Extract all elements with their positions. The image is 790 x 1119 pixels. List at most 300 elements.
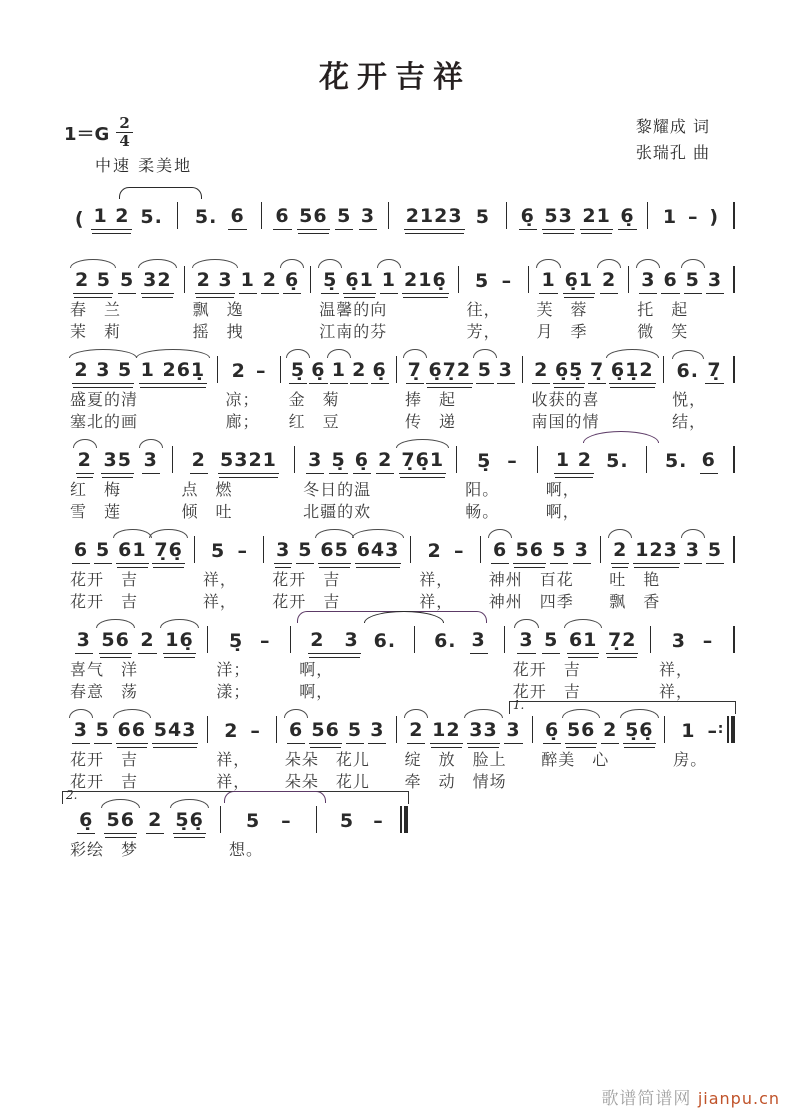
note-group: – xyxy=(260,630,271,652)
note-group: 5̣ xyxy=(477,450,492,472)
meter-bottom: 4 xyxy=(119,132,130,150)
note-group: 2 xyxy=(532,360,550,384)
note-group: 2 xyxy=(407,720,425,744)
volta-label: 2. xyxy=(66,788,78,802)
note-group: 6 xyxy=(228,206,246,230)
measure-row xyxy=(62,444,734,521)
lyricist-credit: 黎耀成 词 xyxy=(635,117,710,136)
end-barline xyxy=(733,536,735,563)
measure-notes xyxy=(281,354,397,384)
lyric-line: 捧 起 xyxy=(404,390,456,409)
note-group: 5 xyxy=(296,540,314,564)
barline-thick xyxy=(731,716,735,743)
measure-notes xyxy=(62,804,221,834)
measure xyxy=(62,444,173,521)
lyric-line: 江南的芬 xyxy=(319,322,388,341)
note-group: 2123 xyxy=(404,206,465,230)
note-group: 7̣2 xyxy=(606,630,638,654)
measure xyxy=(389,200,508,230)
measure-notes xyxy=(218,354,281,384)
note-group: 1 xyxy=(681,720,696,742)
note-group: 3 xyxy=(359,206,377,230)
lyric-line: 摇 拽 xyxy=(192,322,244,341)
measure xyxy=(295,444,457,521)
measure xyxy=(415,624,505,698)
score-header xyxy=(0,96,790,182)
note-group: 12 xyxy=(430,720,462,744)
music-system xyxy=(62,518,734,611)
measure xyxy=(523,354,664,431)
lyric-line: 绽 放 脸上 xyxy=(404,750,507,769)
note-group: – xyxy=(373,810,384,832)
lyric-line: 祥， xyxy=(659,682,694,701)
lyric-line: 牵 动 情场 xyxy=(404,772,507,791)
lyric-line: 红 梅 xyxy=(70,480,122,499)
lyric-line: 啊， xyxy=(299,660,334,679)
measure-notes xyxy=(647,444,734,474)
music-system xyxy=(62,788,407,859)
lyric-line: 神州 百花 xyxy=(488,570,574,589)
lyric-line: 春意 荡 xyxy=(70,682,139,701)
music-system xyxy=(62,184,734,230)
measure-notes xyxy=(262,200,389,230)
note-group: 5 xyxy=(346,720,364,744)
slur-tie xyxy=(224,791,326,803)
measure xyxy=(218,354,281,431)
measure-notes xyxy=(317,804,407,834)
measure xyxy=(647,444,734,518)
lyric-line: 花开 吉 xyxy=(70,750,139,769)
measure xyxy=(178,200,262,230)
measure-notes xyxy=(62,200,178,230)
note-group: 2 xyxy=(224,720,239,742)
lyric-line: 漾； xyxy=(216,682,251,701)
measure xyxy=(459,264,529,341)
lyric-line xyxy=(665,766,734,788)
end-barline xyxy=(718,716,735,743)
lyric-line xyxy=(317,834,407,856)
lyric-line: 吐 艳 xyxy=(609,570,661,589)
key-label: 1＝G xyxy=(64,123,110,145)
measure xyxy=(648,200,734,230)
measure-notes xyxy=(291,624,415,654)
barline-thick xyxy=(404,806,408,833)
measure-notes xyxy=(529,264,630,294)
measure-row xyxy=(62,624,734,701)
note-group: 6 xyxy=(273,206,291,230)
measure-row xyxy=(62,200,734,230)
note-group: 53 xyxy=(542,206,574,230)
note-group: 21 xyxy=(580,206,612,230)
lyric-line: 花开 吉 xyxy=(272,592,341,611)
measure xyxy=(173,444,295,521)
lyric-line: 洋； xyxy=(216,660,251,679)
lyric-line: 北疆的欢 xyxy=(303,502,372,521)
measure-notes xyxy=(62,534,195,564)
lyric-line: 廊； xyxy=(225,412,260,431)
measure-notes xyxy=(601,534,734,564)
measure-notes xyxy=(505,624,651,654)
note-group: 5 xyxy=(339,810,355,832)
measure-notes xyxy=(523,354,664,384)
music-system xyxy=(62,698,734,791)
measure xyxy=(538,444,647,521)
note-group: 1 xyxy=(380,270,398,294)
lyric-line: 芙 蓉 xyxy=(536,300,588,319)
measure-row xyxy=(62,354,734,431)
note-group: 2 xyxy=(146,810,164,834)
watermark-url[interactable]: jianpu.cn xyxy=(697,1089,780,1108)
measure-notes xyxy=(415,624,505,654)
measure-row xyxy=(62,264,734,341)
slur-tie xyxy=(119,187,202,199)
note-group: – xyxy=(501,270,513,292)
lyric-line xyxy=(533,766,665,788)
note-group: 3 xyxy=(639,270,657,294)
note-group: 2 xyxy=(601,720,619,744)
measure-notes xyxy=(62,444,173,474)
measure-notes xyxy=(533,714,665,744)
note-group: 1 xyxy=(662,206,678,228)
lyric-line: 塞北的画 xyxy=(70,412,139,431)
note-group: 56 xyxy=(104,810,136,834)
note-group: 7̣ xyxy=(588,360,606,384)
note-group: 5. xyxy=(194,206,218,228)
measure xyxy=(185,264,312,341)
lyric-line: 春 兰 xyxy=(70,300,122,319)
lyric-line: 倾 吐 xyxy=(181,502,233,521)
note-group: 6̣ xyxy=(618,206,636,230)
lyric-line: 飘 香 xyxy=(609,592,661,611)
measure xyxy=(62,624,208,701)
note-group: 3 xyxy=(684,540,702,564)
lyric-line xyxy=(415,676,505,698)
barline-thin xyxy=(733,626,735,653)
measure xyxy=(208,714,277,791)
end-barline xyxy=(733,266,735,293)
note-group: 6̣1 xyxy=(563,270,595,294)
tempo-marking: 中速 柔美地 xyxy=(95,156,193,175)
note-group: 2 xyxy=(600,270,618,294)
lyric-line: 祥， xyxy=(659,660,694,679)
note-group: 16̣ xyxy=(163,630,195,654)
measure-notes xyxy=(311,264,458,294)
note-group: 6. xyxy=(676,360,699,382)
note-group: 2 xyxy=(261,270,279,294)
measure-notes xyxy=(459,264,529,294)
note-group: 61 xyxy=(116,540,148,564)
note-group: 7̣6̣ xyxy=(152,540,184,564)
note-group: 5 xyxy=(475,270,490,292)
lyric-line: 喜气 洋 xyxy=(70,660,139,679)
note-group: 6 xyxy=(287,720,305,744)
measure xyxy=(481,534,601,611)
note-group: 3 xyxy=(497,360,515,384)
measure xyxy=(533,714,665,788)
measure-row xyxy=(62,534,734,611)
lyric-line: 结， xyxy=(672,412,707,431)
end-barline xyxy=(400,806,408,833)
measure xyxy=(651,624,734,701)
measure-notes xyxy=(62,714,208,744)
note-group: 5̣6̣ xyxy=(623,720,655,744)
note-group: 33 xyxy=(467,720,499,744)
measure xyxy=(397,354,524,431)
lyric-line: 花开 吉 xyxy=(512,660,581,679)
lyric-line: 花开 吉 xyxy=(70,772,139,791)
barline-thin xyxy=(727,716,729,743)
note-group: 5 xyxy=(706,540,724,564)
end-barline xyxy=(733,446,735,473)
measure-notes xyxy=(664,354,734,384)
measure-notes xyxy=(538,444,647,474)
measure xyxy=(664,354,734,431)
measure xyxy=(457,444,538,521)
note-group: 123 xyxy=(633,540,680,564)
measure xyxy=(505,624,651,701)
note-group: 5 xyxy=(94,540,112,564)
note-group: 5 xyxy=(684,270,702,294)
note-group: 6̣ xyxy=(543,720,561,744)
note-group: 3 xyxy=(142,450,160,474)
lyric-line: 收获的喜 xyxy=(531,390,600,409)
lyric-line: 托 起 xyxy=(637,300,689,319)
end-barline xyxy=(733,356,735,383)
measure-notes xyxy=(264,534,411,564)
note-group: 6̣ xyxy=(353,450,371,474)
note-group: 5. xyxy=(606,450,629,472)
watermark-site-name: 歌谱简谱网 xyxy=(601,1089,692,1109)
lyric-line: 往， xyxy=(466,300,501,319)
lyric-line: 花开 吉 xyxy=(70,592,139,611)
note-group: 6̣1̣2 xyxy=(609,360,656,384)
note-group: – xyxy=(281,810,292,832)
note-group: 65 xyxy=(318,540,350,564)
measure-notes xyxy=(507,200,648,230)
barline-thin xyxy=(400,806,402,833)
measure xyxy=(221,804,317,859)
measure xyxy=(411,534,480,611)
lyric-line: 朵朵 花儿 xyxy=(284,750,370,769)
volta-label: 1. xyxy=(512,698,525,712)
note-group: 3 xyxy=(470,630,488,654)
barline-thin xyxy=(733,356,735,383)
score-body xyxy=(0,184,790,859)
meter-top: 2 xyxy=(116,116,132,133)
note-group: 7̣ xyxy=(406,360,424,384)
note-group: 2 xyxy=(190,450,208,474)
note-group: 5 xyxy=(335,206,353,230)
open-paren: ( xyxy=(74,208,85,230)
note-group: – xyxy=(707,720,718,742)
barline-thin xyxy=(733,536,735,563)
lyric-line: 冬日的温 xyxy=(303,480,372,499)
measure xyxy=(507,200,648,230)
note-group: 2 5 xyxy=(73,270,113,294)
lyric-line xyxy=(647,496,734,518)
measure-notes xyxy=(173,444,295,474)
note-group: 6̣5̣ xyxy=(553,360,585,384)
measure xyxy=(665,714,734,788)
note-group: 643 xyxy=(355,540,402,564)
measure xyxy=(62,534,195,611)
note-group: 2 xyxy=(231,360,246,382)
measure-notes xyxy=(62,624,208,654)
music-system xyxy=(62,338,734,431)
note-group: 3 xyxy=(671,630,687,652)
note-group: 7̣ xyxy=(705,360,723,384)
lyric-line: 盛夏的清 xyxy=(70,390,139,409)
note-group: 216̣ xyxy=(402,270,449,294)
measure-notes xyxy=(411,534,480,564)
end-barline xyxy=(733,626,735,653)
note-group: 2 xyxy=(76,450,94,474)
lyric-line: 彩绘 梦 xyxy=(70,840,139,859)
note-group: 6̣ xyxy=(309,360,327,384)
measure-notes xyxy=(457,444,538,474)
meter-fraction xyxy=(116,116,132,149)
note-group: 2 xyxy=(350,360,368,384)
lyric-line: 茉 莉 xyxy=(70,322,122,341)
lyric-line: 祥， xyxy=(216,772,251,791)
measure-notes xyxy=(389,200,508,230)
note-group: 5̣6̣ xyxy=(173,810,205,834)
note-group: 6 xyxy=(661,270,679,294)
lyric-line: 悦， xyxy=(672,390,707,409)
note-group: 5. xyxy=(140,206,163,228)
measure xyxy=(262,200,389,230)
note-group: 6̣ xyxy=(371,360,389,384)
note-group: 2 3 xyxy=(195,270,235,294)
lyric-line: 南国的情 xyxy=(531,412,600,431)
lyric-line: 畅。 xyxy=(465,502,500,521)
note-group: 61 xyxy=(567,630,599,654)
note-group: 3 xyxy=(706,270,724,294)
song-title: 花开吉祥 xyxy=(319,60,471,95)
repeat-dots: : xyxy=(717,721,725,737)
note-group: 2 xyxy=(611,540,629,564)
note-group: 6. xyxy=(373,630,397,652)
note-group: 3 xyxy=(517,630,535,654)
note-group: 1 261̣ xyxy=(139,360,208,384)
note-group: 66 xyxy=(116,720,148,744)
note-group: 5̣ xyxy=(229,630,244,652)
lyric-line: 阳。 xyxy=(465,480,500,499)
note-group: 5 xyxy=(211,540,226,562)
note-group: 5 xyxy=(245,810,261,832)
slur-tie xyxy=(583,431,659,443)
barline-thin xyxy=(733,202,735,229)
lyric-line: 神州 四季 xyxy=(488,592,574,611)
measure-notes xyxy=(277,714,397,744)
note-group: 2 3 xyxy=(308,630,360,654)
measure xyxy=(62,714,208,791)
note-group: 3 xyxy=(573,540,591,564)
measure xyxy=(62,804,221,859)
lyric-line: 祥， xyxy=(202,592,237,611)
note-group: 5 xyxy=(550,540,568,564)
measure-notes xyxy=(195,534,264,564)
note-group: 5321 xyxy=(218,450,279,474)
lyric-line: 花开 吉 xyxy=(512,682,581,701)
lyric-line: 啊， xyxy=(545,480,580,499)
measure xyxy=(291,624,415,701)
note-group: 6. xyxy=(434,630,457,652)
note-group: 3 xyxy=(368,720,386,744)
lyric-line: 点 燃 xyxy=(181,480,233,499)
note-group: 2 3 5 xyxy=(72,360,134,384)
measure-notes xyxy=(62,354,218,384)
lyric-line: 祥， xyxy=(419,592,454,611)
measure xyxy=(62,200,178,230)
measure-notes xyxy=(62,264,185,294)
note-group: ) xyxy=(709,206,720,228)
end-barline xyxy=(733,202,735,229)
lyric-line: 朵朵 花儿 xyxy=(284,772,370,791)
lyric-line: 飘 逸 xyxy=(192,300,244,319)
measure xyxy=(317,804,407,856)
measure xyxy=(264,534,411,611)
lyric-line: 祥， xyxy=(419,570,454,589)
note-group: 1 xyxy=(539,270,557,294)
note-group: 2 xyxy=(138,630,156,654)
note-group: 1 2 xyxy=(554,450,594,474)
key-signature xyxy=(64,116,133,149)
note-group: 5 xyxy=(475,206,490,228)
barline-thin xyxy=(733,446,735,473)
note-group: 543 xyxy=(152,720,199,744)
measure xyxy=(277,714,397,791)
measure-notes xyxy=(629,264,734,294)
measure xyxy=(195,534,264,611)
note-group: 1 xyxy=(239,270,257,294)
lyric-line: 祥， xyxy=(202,570,237,589)
note-group: – xyxy=(256,360,267,382)
music-system xyxy=(62,428,734,521)
measure-notes xyxy=(178,200,262,230)
note-group: 35 xyxy=(101,450,133,474)
lyric-line: 雪 莲 xyxy=(70,502,122,521)
composer-credit: 张瑞孔 曲 xyxy=(635,143,710,163)
measure xyxy=(311,264,458,341)
note-group: 5 xyxy=(118,270,136,294)
note-group: 32 xyxy=(141,270,173,294)
measure xyxy=(281,354,397,431)
lyric-line: 花开 吉 xyxy=(70,570,139,589)
measure-row xyxy=(62,804,407,859)
note-group: 3 xyxy=(75,630,93,654)
lyric-line: 月 季 xyxy=(536,322,588,341)
watermark xyxy=(601,1084,780,1109)
note-group: – xyxy=(507,450,518,472)
note-group: 56 xyxy=(565,720,597,744)
note-group: – xyxy=(454,540,465,562)
measure xyxy=(601,534,734,611)
measure-notes xyxy=(648,200,734,230)
note-group: 7̣6̣1 xyxy=(399,450,446,474)
lyric-line xyxy=(415,654,505,676)
note-group: 3 xyxy=(72,720,90,744)
measure xyxy=(62,354,218,431)
measure-row xyxy=(62,714,734,791)
note-group: – xyxy=(702,630,714,652)
note-group: 2 xyxy=(376,450,394,474)
note-group: 2 xyxy=(427,540,442,562)
note-group: – xyxy=(237,540,249,562)
note-group: 6̣ xyxy=(77,810,95,834)
measure xyxy=(62,264,185,341)
note-group: 6̣ xyxy=(519,206,537,230)
